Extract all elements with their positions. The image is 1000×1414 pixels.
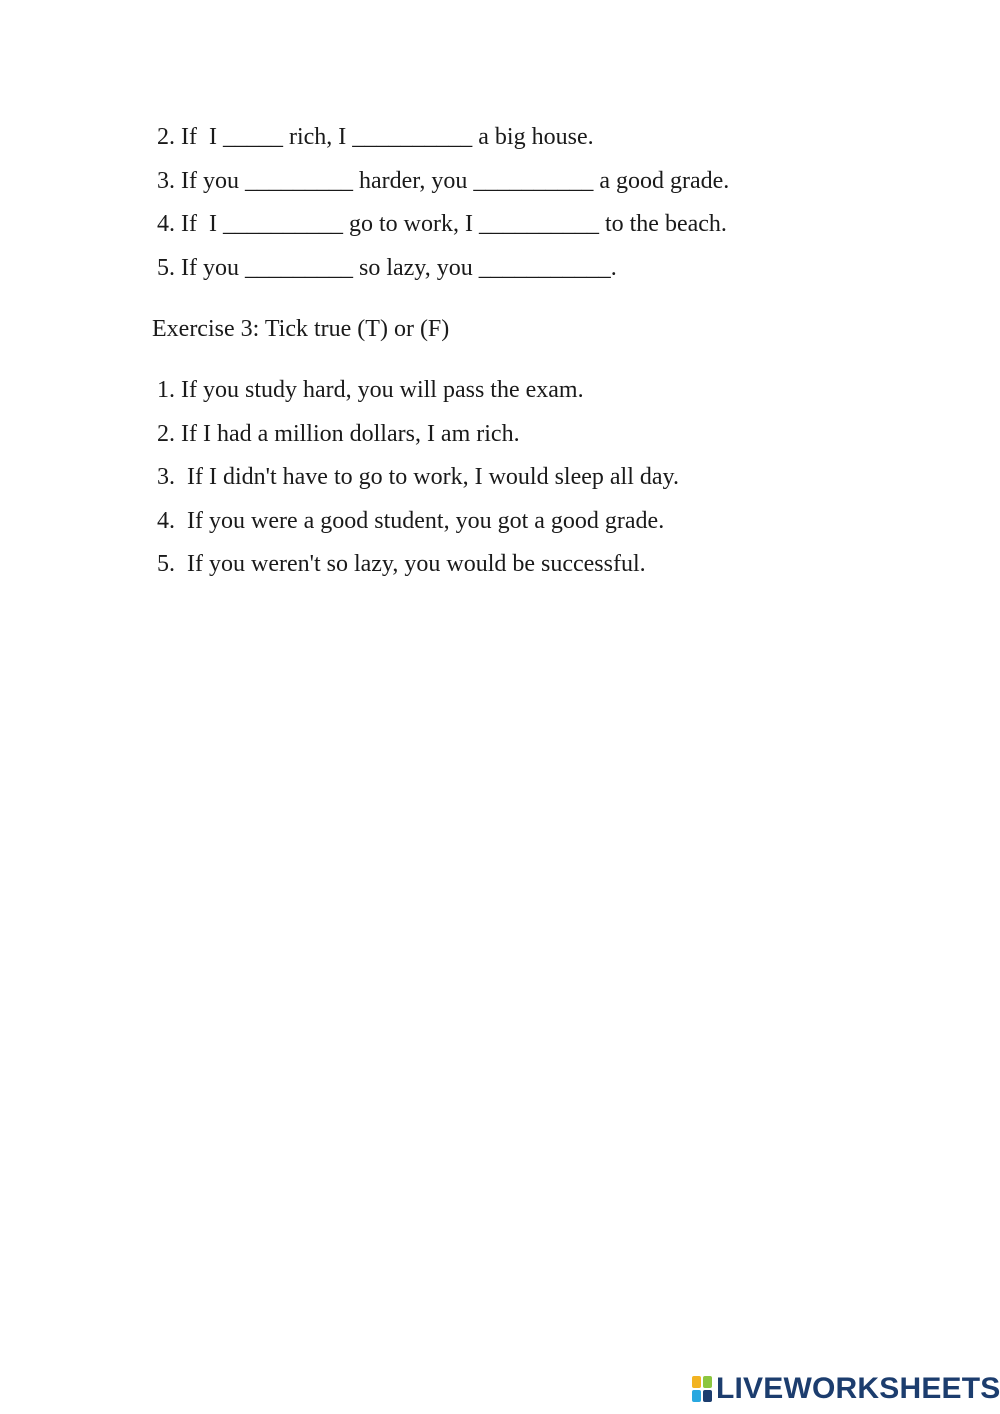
exercise3-item-2: 2. If I had a million dollars, I am rich. — [157, 421, 520, 447]
liveworksheets-logo — [692, 1372, 1000, 1406]
exercise3-heading: Exercise 3: Tick true (T) or (F) — [152, 316, 450, 342]
exercise3-item-1: 1. If you study hard, you will pass the exam. — [157, 377, 584, 403]
logo-square-3 — [692, 1390, 701, 1402]
logo-text: LIVEWORKSHEETS — [716, 1372, 1000, 1405]
exercise2-item-5: 5. If you _________ so lazy, you ___________. — [157, 255, 617, 281]
exercise2-item-2: 2. If I _____ rich, I __________ a big house. — [157, 124, 594, 150]
logo-square-1 — [692, 1376, 701, 1388]
exercise3-item-4: 4. If you were a good student, you got a good grade. — [157, 508, 665, 534]
exercise3-item-3: 3. If I didn't have to go to work, I would sleep all day. — [157, 464, 679, 490]
exercise2-item-4: 4. If I __________ go to work, I __________ to the beach. — [157, 211, 727, 237]
exercise2-item-3: 3. If you _________ harder, you __________ a good grade. — [157, 168, 730, 194]
logo-square-2 — [703, 1376, 712, 1388]
liveworksheets-logo-icon — [692, 1376, 712, 1402]
exercise3-item-5: 5. If you weren't so lazy, you would be successful. — [157, 551, 646, 577]
logo-square-4 — [703, 1390, 712, 1402]
